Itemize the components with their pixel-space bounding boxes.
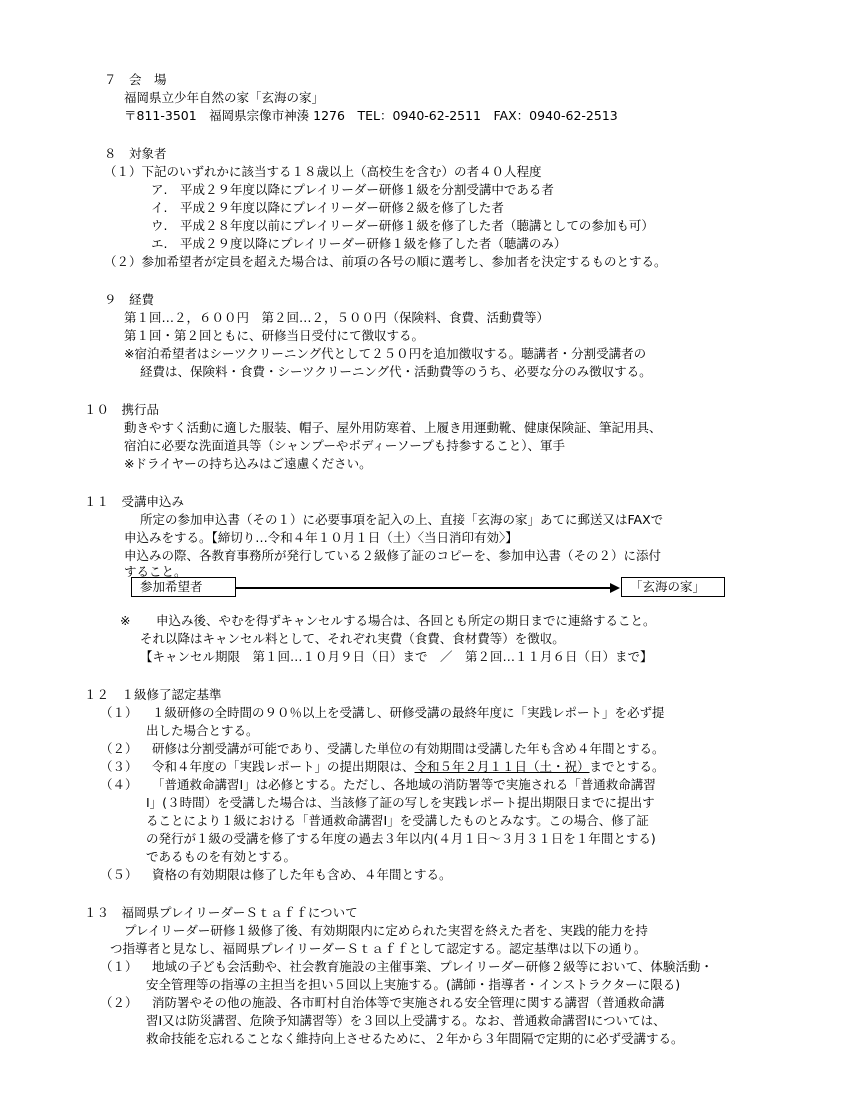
cancel-deadline: 【キャンセル期限 第１回…１０月９日（日）まで ／ 第２回…１１月６日（日）まで】 (140, 649, 653, 664)
section-7-heading: ７ 会 場 (104, 72, 167, 87)
target-sub-u: ウ. 平成２８年度以前にプレイリーダー研修１級を修了した者（聴講としての参加も可） (151, 218, 654, 233)
staff-2-line-2: 習Ⅰ又は防災講習、危険予知講習等）を３回以上受講する。なお、普通救命講習Ⅰについては、 (146, 1013, 666, 1028)
target-sub-i: イ. 平成２９年度以降にプレイリーダー研修２級を修了した者 (151, 200, 504, 215)
criteria-4-num: （４） (100, 777, 138, 792)
target-item-1: （１）下記のいずれかに該当する１８歳以上（高校生を含む）の者４０人程度 (104, 164, 542, 179)
fee-note-2: 経費は、保険料・食費・シーツクリーニング代・活動費等のうち、必要な分のみ徴収する。 (140, 364, 652, 379)
criteria-4-line-2: Ⅰ」(３時間）を受講した場合は、当該修了証の写しを実践レポート提出期限日までに提出す (146, 795, 655, 810)
application-line-3: 申込みの際、各教育事務所が発行している２級修了証のコピーを、参加申込書（その２）に添付 (124, 548, 662, 563)
section-9-heading: ９ 経費 (104, 292, 155, 307)
report-deadline-pre: 令和４年度の「実践レポート」の提出期限は、 (152, 759, 415, 774)
criteria-4-line-4: の発行が１級の受講を修了する年度の過去３年以内(４月１日～３月３１日を１年間とする) (146, 831, 656, 846)
criteria-5-line-1: 資格の有効期限は修了した年も含め、４年間とする。 (152, 867, 452, 882)
items-note: ※ドライヤーの持ち込みはご遠慮ください。 (124, 456, 372, 471)
fee-amounts: 第１回…２，６００円 第２回…２，５００円（保険料、食費、活動費等） (124, 310, 550, 325)
criteria-3-num: （３） (100, 759, 138, 774)
application-line-2: 申込みをする。【締切り…令和４年１０月１日（土）〈当日消印有効〉】 (124, 530, 518, 545)
cancel-note-mark: ※ (120, 613, 131, 628)
items-line-1: 動きやすく活動に適した服装、帽子、屋外用防寒着、上履き用運動靴、健康保険証、筆記用具、 (124, 420, 662, 435)
section-12-heading: １２ １級修了認定基準 (84, 687, 222, 702)
fee-note-1: ※宿泊希望者はシーツクリーニング代として２５０円を追加徴収する。聴講者・分割受講者の (124, 346, 647, 361)
criteria-4-line-5: であるものを有効とする。 (146, 849, 297, 864)
staff-1-num: （１） (100, 959, 138, 974)
criteria-2-num: （２） (100, 741, 138, 756)
target-sub-e: エ. 平成２９度以降にプレイリーダー研修１級を修了した者（聴講のみ） (151, 236, 567, 251)
staff-1-line-1: 地域の子ども会活動や、社会教育施設の主催事業、プレイリーダー研修２級等において、体験活動・ (152, 959, 713, 974)
items-line-2: 宿泊に必要な洗面道具等（シャンプーやボディーソープも持参すること）、軍手 (124, 438, 566, 453)
flow-applicant-box: 参加希望者 (131, 577, 236, 597)
criteria-4-line-1: 「普通救命講習Ⅰ」は必修とする。ただし、各地域の消防署等で実施される「普通救命講習 (152, 777, 656, 792)
section-10-heading: １０ 携行品 (84, 402, 160, 417)
cancel-note-2: それ以降はキャンセル料として、それぞれ実費（食費、食材費等）を徴収。 (140, 631, 565, 646)
section-8-heading: ８ 対象者 (104, 146, 167, 161)
criteria-3-line-1 (152, 759, 665, 775)
application-line-1: 所定の参加申込書（その１）に必要事項を記入の上、直接「玄海の家」あてに郵送又はFAXで (140, 512, 664, 527)
cancel-note-1: 申込み後、やむを得ずキャンセルする場合は、各回とも所定の期日までに連絡すること。 (156, 613, 656, 628)
section-11-heading: １１ 受講申込み (84, 494, 185, 509)
staff-1-line-2: 安全管理等の指導の主担当を担い５回以上実施する。(講師・指導者・インストラクターに限る) (146, 977, 681, 992)
report-deadline-date: 令和５年２月１１日（土・祝） (414, 759, 590, 774)
staff-2-num: （２） (100, 995, 138, 1010)
staff-2-line-1: 消防署やその他の施設、各市町村自治体等で実施される安全管理に関する講習（普通救命講 (152, 995, 665, 1010)
flow-genkai-box: 「玄海の家」 (621, 577, 725, 597)
staff-intro-2: つ指導者と見なし、福岡県プレイリーダーＳｔａｆｆとして認定する。認定基準は以下の通り。 (110, 941, 647, 956)
target-item-2: （２）参加希望者が定員を超えた場合は、前項の各号の順に選考し、参加者を決定するものとする。 (104, 254, 667, 269)
application-line-4: すること。 (124, 564, 187, 579)
criteria-2-line-1: 研修は分割受講が可能であり、受講した単位の有効期間は受講した年も含め４年間とする。 (152, 741, 665, 756)
report-deadline-post: までとする。 (589, 759, 665, 774)
target-sub-a: ア. 平成２９年度以降にプレイリーダー研修１級を分割受講中である者 (151, 182, 554, 197)
staff-2-line-3: 救命技能を忘れることなく維持向上させるために、２年から３年間隔で定期的に必ず受講する。 (146, 1031, 684, 1046)
criteria-5-num: （５） (100, 867, 138, 882)
flow-arrow (236, 587, 610, 589)
section-13-heading: １３ 福岡県プレイリーダーＳｔａｆｆについて (84, 905, 358, 920)
venue-address: 〒811-3501 福岡県宗像市神湊 1276 TEL：0940-62-2511 FAX：0940-62-2513 (124, 108, 618, 123)
fee-collection: 第１回・第２回ともに、研修当日受付にて徴収する。 (124, 328, 425, 343)
criteria-1-line-1: １級研修の全時間の９０％以上を受講し、研修受講の最終年度に「実践レポート」を必ず提 (152, 705, 665, 720)
criteria-1-num: （１） (100, 705, 138, 720)
criteria-1-line-2: 出した場合とする。 (146, 723, 259, 738)
criteria-4-line-3: ることにより１級における「普通救命講習Ⅰ」を受講したものとみなす。この場合、修了証 (146, 813, 649, 828)
staff-intro-1: プレイリーダー研修１級修了後、有効期限内に定められた実習を終えた者を、実践的能力を持 (124, 923, 648, 938)
flow-arrow-head (610, 583, 620, 593)
venue-name: 福岡県立少年自然の家「玄海の家」 (124, 90, 325, 105)
